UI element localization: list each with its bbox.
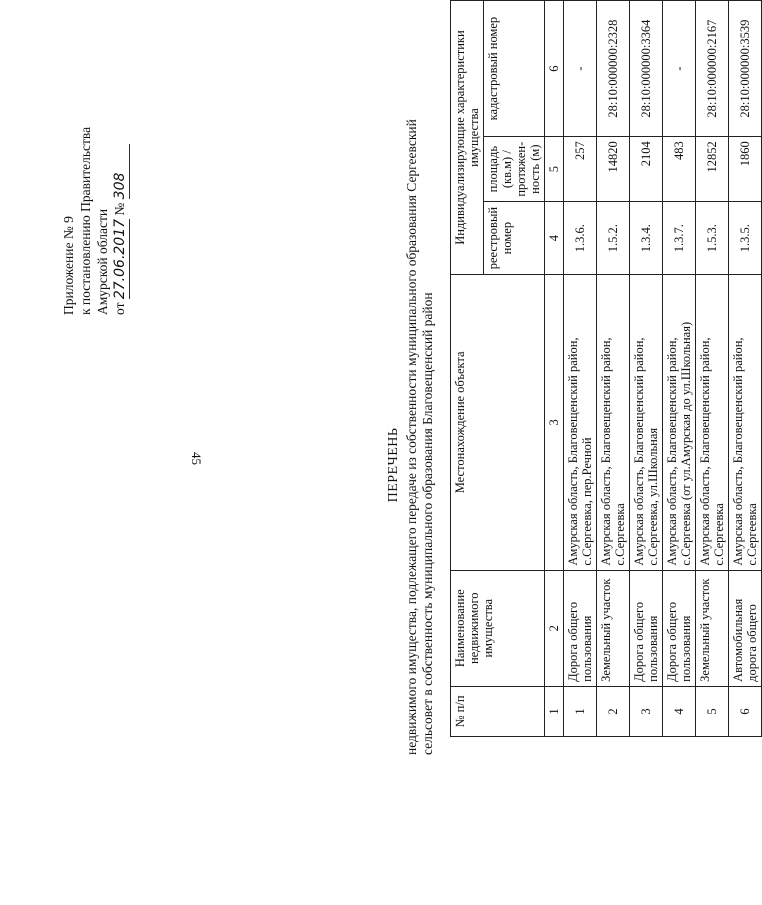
header-num: № п/п	[451, 686, 545, 736]
numbering-cell: 6	[545, 1, 564, 137]
row-area: 483	[663, 137, 696, 202]
row-area: 2104	[630, 137, 663, 202]
appendix-date-line	[111, 127, 130, 315]
row-cad: -	[564, 1, 597, 137]
row-area: 14820	[597, 137, 630, 202]
row-name: Дорога общего пользования	[630, 570, 663, 686]
table-row	[564, 1, 597, 737]
row-reg: 1.3.5.	[729, 202, 762, 275]
row-name: Дорога общего пользования	[564, 570, 597, 686]
row-name: Дорога общего пользования	[663, 570, 696, 686]
appendix-line-2: к постановлению Правительства	[78, 126, 93, 315]
row-reg: 1.5.2.	[597, 202, 630, 275]
header-name: Наименование недвижимого имущества	[451, 570, 545, 686]
row-num: 5	[696, 686, 729, 736]
table-row	[696, 1, 729, 737]
table-row	[729, 1, 762, 737]
row-location: Амурская область, Благовещенский район, с.Сергеевка (от ул.Амурская до ул.Школьная)	[663, 275, 696, 570]
row-location: Амурская область, Благовещенский район, с.Сергеевка	[729, 275, 762, 570]
appendix-block	[60, 127, 130, 315]
row-cad: 28:10:000000:3539	[729, 1, 762, 137]
row-cad: 28:10:000000:2328	[597, 1, 630, 137]
document-title: ПЕРЕЧЕНЬ	[386, 427, 401, 503]
appendix-line-1: Приложение № 9	[61, 216, 76, 315]
row-reg: 1.3.6.	[564, 202, 597, 275]
row-location: Амурская область, Благовещенский район, с.Сергеевка	[597, 275, 630, 570]
row-name: Земельный участок	[597, 570, 630, 686]
row-area: 1860	[729, 137, 762, 202]
header-cad: кадастровый номер	[484, 1, 545, 137]
table-row	[663, 1, 696, 737]
number-value: 308	[112, 144, 130, 199]
numbering-cell: 4	[545, 202, 564, 275]
header-reg: реестровый номер	[484, 202, 545, 275]
numbering-cell: 5	[545, 137, 564, 202]
row-location: Амурская область, Благовещенский район, с.Сергеевка	[696, 275, 729, 570]
row-location: Амурская область, Благовещенский район, с.Сергеевка, пер.Речной	[564, 275, 597, 570]
date-value: 27.06.2017	[112, 218, 128, 300]
row-cad: -	[663, 1, 696, 137]
header-group: Индивидуализирующие характеристики имущества	[451, 1, 484, 275]
table-row	[597, 1, 630, 737]
appendix-line-3: Амурской области	[95, 208, 110, 315]
row-num: 6	[729, 686, 762, 736]
date-prefix: от	[112, 302, 127, 315]
row-cad: 28:10:000000:2167	[696, 1, 729, 137]
table-row	[630, 1, 663, 737]
numbering-cell: 1	[545, 686, 564, 736]
property-table	[450, 0, 762, 737]
header-area: площадь (кв.м) / протяжен-ность (м)	[484, 137, 545, 202]
number-prefix: №	[112, 202, 127, 216]
numbering-cell: 2	[545, 570, 564, 686]
row-name: Автомобильная дорога общего	[729, 570, 762, 686]
row-area: 257	[564, 137, 597, 202]
row-name: Земельный участок	[696, 570, 729, 686]
header-row-1	[451, 1, 484, 737]
document-subtitle: недвижимого имущества, подлежащего передаче из собственности муниципального образования Сергеевский сельсовет в собственность муниципального образования Благовещенский район	[404, 119, 435, 755]
row-location: Амурская область, Благовещенский район, с.Сергеевка, ул.Школьная	[630, 275, 663, 570]
page-number: 45	[189, 452, 204, 465]
row-reg: 1.5.3.	[696, 202, 729, 275]
row-area: 12852	[696, 137, 729, 202]
row-num: 4	[663, 686, 696, 736]
row-num: 3	[630, 686, 663, 736]
row-cad: 28:10:000000:3364	[630, 1, 663, 137]
row-num: 2	[597, 686, 630, 736]
numbering-row	[545, 1, 564, 737]
numbering-cell: 3	[545, 275, 564, 570]
row-num: 1	[564, 686, 597, 736]
header-location: Местонахождение объекта	[451, 275, 545, 570]
row-reg: 1.3.4.	[630, 202, 663, 275]
row-reg: 1.3.7.	[663, 202, 696, 275]
